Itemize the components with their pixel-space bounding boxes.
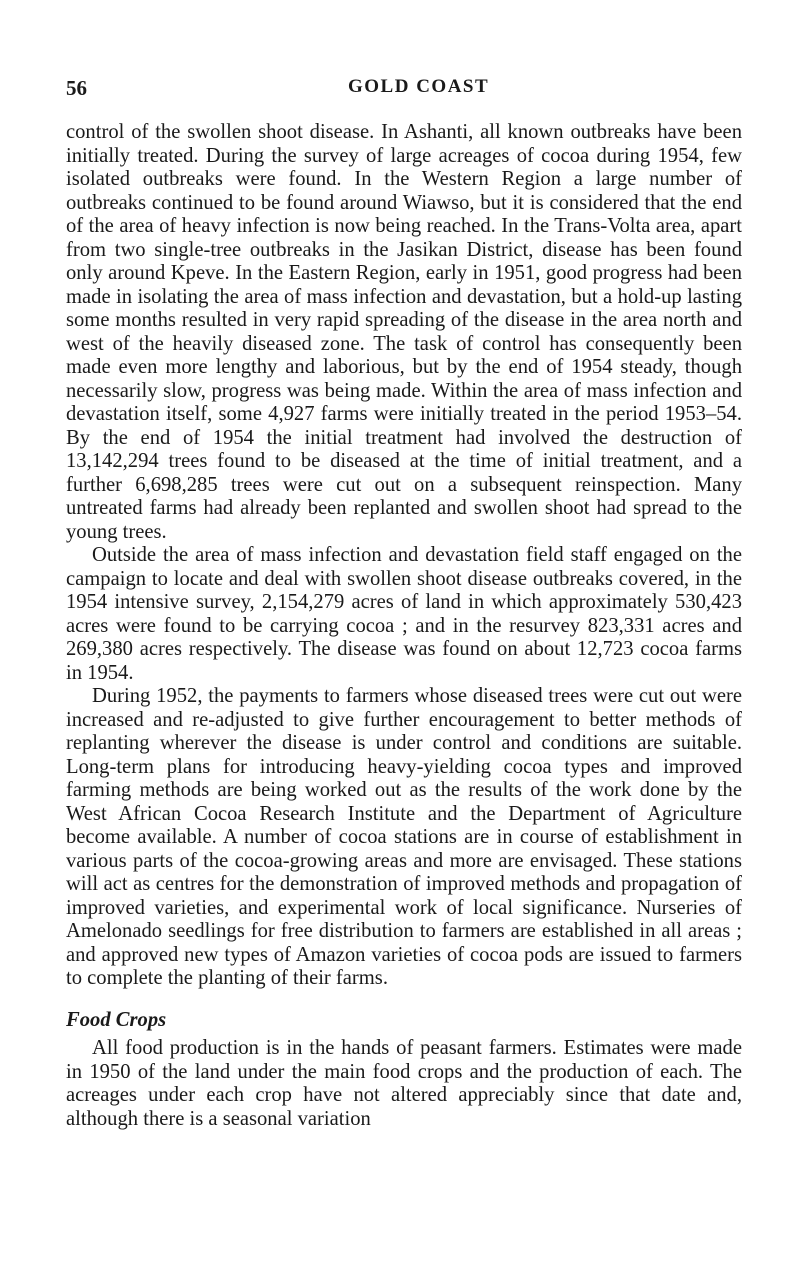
- paragraph-food-crops: All food production is in the hands of peasant farmers. Estimates were made in 1950 of the land under the main food crops and the production of each. The acreages under each crop have not altered appreciably since that date and, although there is a seasonal variation: [66, 1037, 742, 1130]
- paragraph-payments-and-replanting: During 1952, the payments to farmers whose diseased trees were cut out were increased and re-adjusted to give further encouragement to better methods of replanting wherever the disease is under control and conditions are suitable. Long-term plans for introducing heavy-yielding cocoa types and improved farming methods are being worked out as the results of the work done by the West African Cocoa Research Institute and the Department of Agriculture become available. A number of cocoa stations are in course of establishment in various parts of the cocoa-growing areas and more are envisaged. These stations will act as centres for the demonstration of improved methods and propagation of improved varieties, and experimental work of local significance. Nurseries of Amelonado seedlings for free distribution to farmers are established in all areas ; and approved new types of Amazon varieties of cocoa pods are issued to farmers to complete the planting of their farms.: [66, 685, 742, 989]
- body-text: [66, 121, 742, 1131]
- section-heading-food-crops: Food Crops: [66, 1008, 167, 1031]
- page-header: [66, 0, 742, 100]
- running-head: GOLD COAST: [348, 76, 490, 97]
- page-number: 56: [66, 76, 87, 100]
- paragraph-survey-outside-mass-infection: Outside the area of mass infection and devastation field staff engaged on the campaign to locate and deal with swollen shoot disease outbreaks covered, in the 1954 intensive survey, 2,154,279 acres of land in which approximately 530,423 acres were found to be carrying cocoa ; and in the resurvey 823,331 acres and 269,380 acres respectively. The disease was found on about 12,723 cocoa farms in 1954.: [66, 544, 742, 684]
- document-page: [66, 0, 742, 1130]
- paragraph-swollen-shoot-control: control of the swollen shoot disease. In Ashanti, all known outbreaks have been initially treated. During the survey of large acreages of cocoa during 1954, few isolated outbreaks were found. In the Western Region a large number of outbreaks continued to be found around Wiawso, but it is considered that the end of the area of heavy infection is now being reached. In the Trans-Volta area, apart from two single-tree outbreaks in the Jasikan District, disease has been found only around Kpeve. In the Eastern Region, early in 1951, good progress had been made in isolating the area of mass infection and devastation, but a hold-up lasting some months resulted in very rapid spreading of the disease in the area north and west of the heavily diseased zone. The task of control has consequently been made even more lengthy and laborious, but by the end of 1954 steady, though necessarily slow, progress was being made. Within the area of mass infection and devastation itself, some 4,927 farms were initially treated in the period 1953–54. By the end of 1954 the initial treatment had involved the destruction of 13,142,294 trees found to be diseased at the time of initial treatment, and a further 6,698,285 trees were cut out on a subsequent reinspection. Many untreated farms had already been replanted and swollen shoot had spread to the young trees.: [66, 121, 742, 543]
